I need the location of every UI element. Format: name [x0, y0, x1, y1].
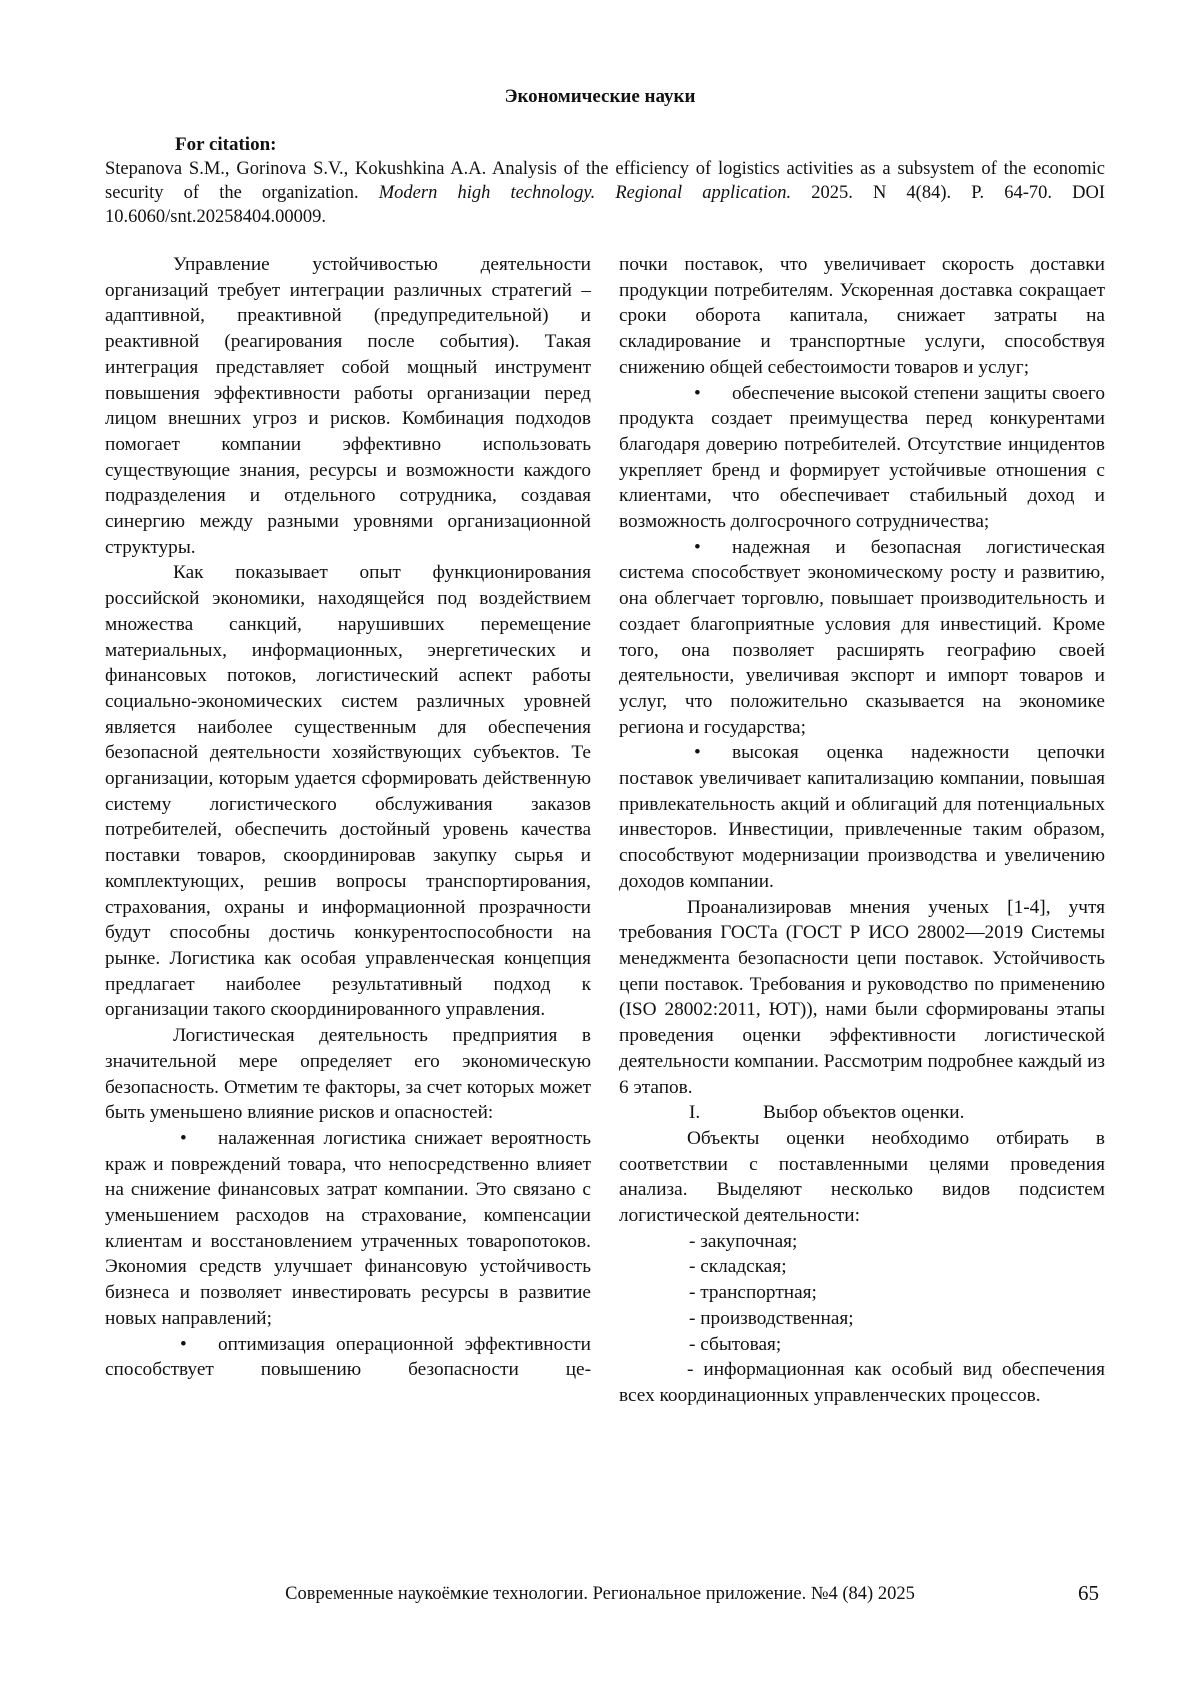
page-number: 65 — [1078, 1581, 1099, 1605]
bullet-icon: • — [180, 1333, 187, 1355]
paragraph: Управление устойчивостью деятельности организаций требует интеграции различных стратегий – адаптивной, преактивной (предупредительной) и реактивной (реагирования после события). Такая интеграция представляет собой мощный инструмент повышения эффективности работы организации перед лицом внешних угроз и рисков. Комбинация подходов помогает компании эффективно использовать существующие знания, ресурсы и возможности каждого подразделения и отдельного сотрудника, создавая синергию между разными уровнями организационной структуры. — [105, 254, 591, 558]
right-column — [619, 252, 1105, 1409]
paragraph: Логистическая деятельность предприятия в значительной мере определяет его экономическую безопасность. Отметим те факторы, за счет которых может быть уменьшено влияние рисков и опасностей: — [105, 1025, 591, 1124]
bullet-icon: • — [694, 742, 701, 764]
citation-tail: 2025. N 4(84). P. 64-70. DOI 10.6060/snt.20258404.00009. — [105, 183, 1105, 227]
stage-title: Выбор объектов оценки. — [763, 1102, 965, 1124]
bullet-icon: • — [694, 536, 701, 558]
paragraph: Объекты оценки необходимо отбирать в соответствии с поставленными целями проведения анализа. Выделяют несколько видов подсистем логистической деятельности: — [619, 1127, 1105, 1227]
list-item: - сбытовая; — [689, 1333, 782, 1355]
bullet-icon: • — [694, 382, 701, 404]
bullet-item — [619, 535, 1105, 741]
left-column — [105, 252, 591, 1383]
paragraph: Как показывает опыт функционирования российской экономики, находящейся под воздействием множества санкций, нарушивших перемещение материальных, информационных, энергетических и финансовых потоков, логистический аспект работы социально-экономических систем различных уровней является наиболее существенным для обеспечения безопасной деятельности хозяйствующих субъектов. Те организации, которым удается сформировать действенную систему логистического обслуживания заказов потребителей, обеспечить достойный уровень качества поставки товаров, скоординировав закупку сырья и комплектующих, решив вопросы транспортирования, страхования, охраны и информационной прозрачности будут способны достичь конкурентоспособности на рынке. Логистика как особая управленческая концепция предлагает наиболее результативный подход к организации такого скоординированного управления. — [105, 562, 591, 1021]
footer-journal: Современные наукоёмкие технологии. Региональное приложение. №4 (84) 2025 — [285, 1584, 915, 1604]
paragraph-continued: почки поставок, что увеличивает скорость доставки продукции потребителям. Ускоренная доставка сокращает сроки оборота капитала, снижает затраты на складирование и транспортные услуги, способствуя снижению общей себестоимости товаров и услуг; — [619, 254, 1105, 378]
bullet-text: обеспечение высокой степени защиты своего продукта создает преимущества перед конкурентами благодаря доверию потребителей. Отсутствие инцидентов укрепляет бренд и формирует устойчивые отношения с клиентами, что обеспечивает стабильный доход и возможность долгосрочного сотрудничества; — [619, 382, 1105, 533]
citation-journal: Modern high technology. Regional application. — [378, 183, 792, 203]
bullet-text: высокая оценка надежности цепочки поставок увеличивает капитализацию компании, повышая привлекательность акций и облигаций для потенциальных инвесторов. Инвестиции, привлеченные таким образом, способствуют модернизации производства и увеличению доходов компании. — [619, 742, 1105, 892]
list-item: - складская; — [689, 1256, 787, 1278]
stage-heading — [619, 1100, 1105, 1126]
paragraph: Проанализировав мнения ученых [1-4], учтя требования ГОСТа (ГОСТ Р ИСО 28002—2019 Системы менеджмента безопасности цепи поставок. Устойчивость цепи поставок. Требования и руководство по применению (ISO 28002:2011, ЮТ)), нами были сформированы этапы проведения оценки эффективности логистической деятельности компании. Рассмотрим подробнее каждый из 6 этапов. — [619, 896, 1105, 1098]
list-item: - производственная; — [689, 1307, 854, 1329]
bullet-text: надежная и безопасная логистическая система способствует экономическому росту и развитию, она облегчает торговлю, повышает производительность и создает благоприятные условия для инвестиций. Кроме того, она позволяет расширять географию своей деятельности, увеличивая экспорт и импорт товаров и услуг, что положительно сказывается на экономике региона и государства; — [619, 536, 1105, 738]
citation-label: For citation: — [175, 134, 277, 155]
bullet-text: оптимизация операционной эффективности способствует повышению безопасности це- — [105, 1333, 591, 1381]
list-item: - транспортная; — [689, 1282, 817, 1304]
bullet-text: налаженная логистика снижает вероятность краж и повреждений товара, что непосредственно влияет на снижение финансовых затрат компании. Это связано с уменьшением расходов на страхование, компенсации клиентам и восстановлением утраченных товаропотоков. Экономия средств улучшает финансовую устойчивость бизнеса и позволяет инвестировать ресурсы в развитие новых направлений; — [105, 1127, 591, 1329]
section-title: Экономические науки — [504, 86, 696, 107]
bullet-item — [619, 740, 1105, 894]
list-item: - закупочная; — [689, 1230, 798, 1252]
bullet-icon: • — [180, 1127, 187, 1149]
bullet-item — [105, 1332, 591, 1383]
stage-number: I. — [689, 1102, 701, 1124]
bullet-item — [105, 1126, 591, 1332]
citation-main: Stepanova S.M., Gorinova S.V., Kokushkina A.A. Analysis of the efficiency of logistics activities as a subsystem of the economic security of the organization. — [105, 159, 1105, 203]
bullet-item — [619, 381, 1105, 535]
citation-text — [105, 157, 1105, 229]
paragraph: - информационная как особый вид обеспечения всех координационных управленческих процессов. — [619, 1359, 1105, 1406]
